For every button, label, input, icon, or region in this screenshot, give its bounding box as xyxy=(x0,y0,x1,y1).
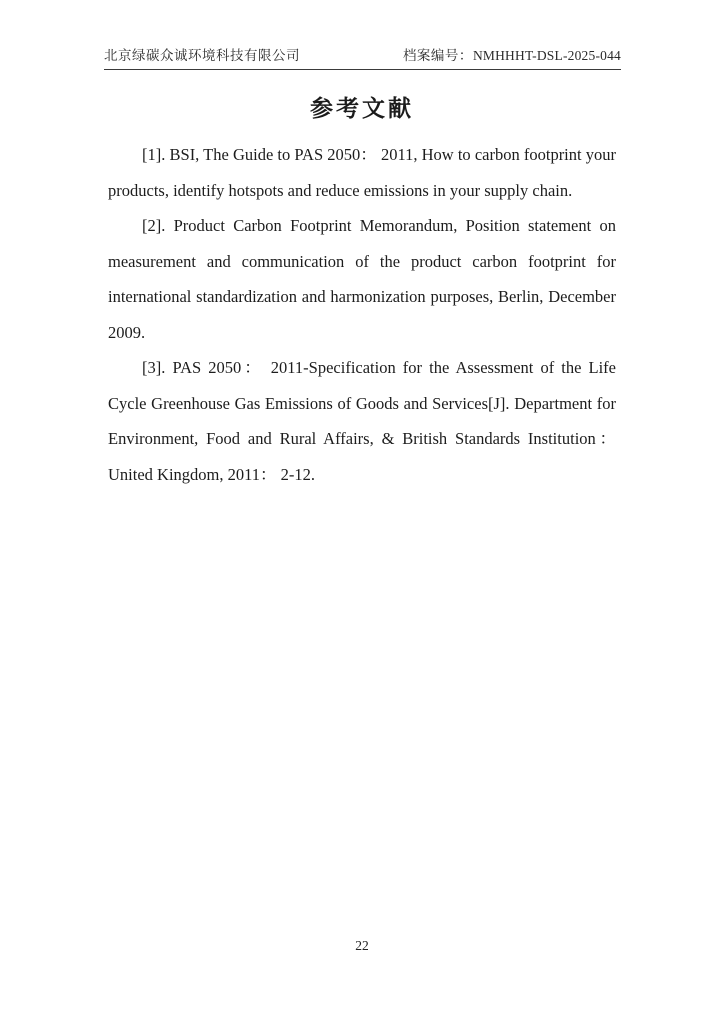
reference-item-1: [1]. BSI, The Guide to PAS 2050： 2011, How to carbon footprint your products, identify hotspots and reduce emissions in your supply chain. xyxy=(108,145,616,200)
page-header xyxy=(104,44,621,70)
reference-item-2: [2]. Product Carbon Footprint Memorandum, Position statement on measurement and communication of the product carbon footprint for international standardization and harmonization purposes, Berlin, December 2009. xyxy=(108,216,616,342)
references-list xyxy=(108,137,616,492)
doc-number-value: NMHHHT-DSL-2025-044 xyxy=(472,48,621,63)
header-company-name: 北京绿碳众诚环境科技有限公司 xyxy=(104,48,300,63)
page-title: 参考文献 xyxy=(310,96,414,121)
reference-item-3: [3]. PAS 2050： 2011-Specification for the Assessment of the Life Cycle Greenhouse Gas Emissions of Goods and Services[J]. Department for Environment, Food and Rural Affairs, & British Standards Institution： United Kingdom, 2011： 2-12. xyxy=(108,358,616,484)
page-number: 22 xyxy=(355,938,369,953)
doc-number-label: 档案编号： xyxy=(402,48,473,63)
header-doc-number xyxy=(403,44,621,64)
